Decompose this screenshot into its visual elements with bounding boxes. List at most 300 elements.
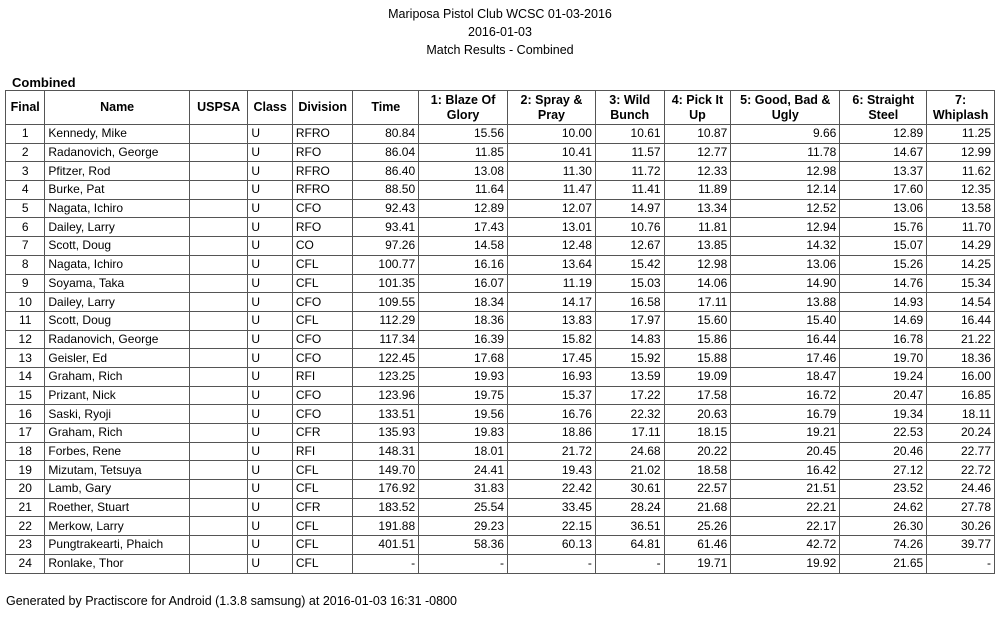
cell-final: 10: [6, 293, 45, 312]
cell-final: 16: [6, 405, 45, 424]
cell-s2: 15.82: [508, 330, 596, 349]
table-row: [6, 349, 995, 368]
cell-time: 133.51: [353, 405, 419, 424]
table-row: [6, 480, 995, 499]
cell-name: Ronlake, Thor: [45, 554, 189, 573]
report-date: 2016-01-03: [468, 25, 532, 39]
cell-s7: 24.46: [927, 480, 995, 499]
cell-s3: 13.59: [595, 367, 664, 386]
cell-s6: 23.52: [840, 480, 927, 499]
cell-s1: 19.75: [419, 386, 508, 405]
cell-uspsa: [189, 554, 248, 573]
cell-s7: 12.99: [927, 143, 995, 162]
cell-uspsa: [189, 349, 248, 368]
cell-name: Saski, Ryoji: [45, 405, 189, 424]
cell-s1: 29.23: [419, 517, 508, 536]
cell-uspsa: [189, 293, 248, 312]
cell-s3: 11.72: [595, 162, 664, 181]
cell-s2: 17.45: [508, 349, 596, 368]
cell-s2: 33.45: [508, 498, 596, 517]
cell-s6: 17.60: [840, 181, 927, 200]
col-division: Division: [292, 91, 353, 125]
cell-final: 22: [6, 517, 45, 536]
cell-name: Lamb, Gary: [45, 480, 189, 499]
cell-s1: 18.01: [419, 442, 508, 461]
cell-s5: 16.42: [731, 461, 840, 480]
cell-s7: 22.77: [927, 442, 995, 461]
cell-s7: 39.77: [927, 536, 995, 555]
cell-final: 7: [6, 237, 45, 256]
cell-s3: 17.97: [595, 311, 664, 330]
cell-s4: 20.63: [664, 405, 731, 424]
cell-s5: 11.78: [731, 143, 840, 162]
cell-s6: 14.93: [840, 293, 927, 312]
cell-s7: 16.44: [927, 311, 995, 330]
cell-s1: 58.36: [419, 536, 508, 555]
cell-s6: 26.30: [840, 517, 927, 536]
cell-s7: 30.26: [927, 517, 995, 536]
cell-time: -: [353, 554, 419, 573]
cell-s1: 11.85: [419, 143, 508, 162]
cell-s5: 13.06: [731, 255, 840, 274]
cell-s2: 12.48: [508, 237, 596, 256]
cell-division: CFO: [292, 293, 353, 312]
cell-s1: 17.68: [419, 349, 508, 368]
cell-final: 5: [6, 199, 45, 218]
cell-name: Forbes, Rene: [45, 442, 189, 461]
table-row: [6, 237, 995, 256]
cell-s5: 22.21: [731, 498, 840, 517]
col-name: Name: [45, 91, 189, 125]
cell-division: RFO: [292, 218, 353, 237]
cell-division: CFR: [292, 498, 353, 517]
table-row: [6, 125, 995, 144]
cell-uspsa: [189, 330, 248, 349]
cell-s5: 9.66: [731, 125, 840, 144]
cell-s3: 11.41: [595, 181, 664, 200]
cell-name: Nagata, Ichiro: [45, 255, 189, 274]
cell-class: U: [248, 237, 292, 256]
cell-s6: 15.76: [840, 218, 927, 237]
table-row: [6, 255, 995, 274]
cell-s2: 11.30: [508, 162, 596, 181]
cell-time: 101.35: [353, 274, 419, 293]
cell-final: 3: [6, 162, 45, 181]
cell-class: U: [248, 125, 292, 144]
cell-division: CO: [292, 237, 353, 256]
cell-s2: 13.01: [508, 218, 596, 237]
cell-division: RFO: [292, 143, 353, 162]
cell-time: 100.77: [353, 255, 419, 274]
cell-s7: 15.34: [927, 274, 995, 293]
cell-s4: 25.26: [664, 517, 731, 536]
cell-s4: 61.46: [664, 536, 731, 555]
cell-s7: 11.62: [927, 162, 995, 181]
cell-division: RFI: [292, 442, 353, 461]
cell-s5: 20.45: [731, 442, 840, 461]
cell-s7: 13.58: [927, 199, 995, 218]
cell-class: U: [248, 536, 292, 555]
cell-s7: 22.72: [927, 461, 995, 480]
cell-s7: 11.25: [927, 125, 995, 144]
cell-final: 6: [6, 218, 45, 237]
cell-s5: 21.51: [731, 480, 840, 499]
cell-s2: 18.86: [508, 424, 596, 443]
cell-s4: 12.33: [664, 162, 731, 181]
cell-s4: 22.57: [664, 480, 731, 499]
cell-name: Kennedy, Mike: [45, 125, 189, 144]
cell-s7: 14.25: [927, 255, 995, 274]
cell-class: U: [248, 162, 292, 181]
cell-name: Mizutam, Tetsuya: [45, 461, 189, 480]
cell-s1: 17.43: [419, 218, 508, 237]
cell-s6: 15.07: [840, 237, 927, 256]
table-row: [6, 405, 995, 424]
cell-s4: 11.89: [664, 181, 731, 200]
cell-s1: -: [419, 554, 508, 573]
cell-s1: 16.16: [419, 255, 508, 274]
cell-time: 176.92: [353, 480, 419, 499]
cell-time: 109.55: [353, 293, 419, 312]
cell-time: 86.04: [353, 143, 419, 162]
cell-s3: 10.61: [595, 125, 664, 144]
cell-s7: 14.29: [927, 237, 995, 256]
cell-s7: 20.24: [927, 424, 995, 443]
cell-s3: 10.76: [595, 218, 664, 237]
cell-s2: 12.07: [508, 199, 596, 218]
cell-uspsa: [189, 274, 248, 293]
cell-division: CFO: [292, 199, 353, 218]
cell-s3: 22.32: [595, 405, 664, 424]
cell-s6: 22.53: [840, 424, 927, 443]
cell-s6: 14.76: [840, 274, 927, 293]
table-row: [6, 461, 995, 480]
cell-name: Pfitzer, Rod: [45, 162, 189, 181]
cell-final: 14: [6, 367, 45, 386]
cell-uspsa: [189, 162, 248, 181]
cell-s4: 18.15: [664, 424, 731, 443]
cell-s5: 14.32: [731, 237, 840, 256]
cell-s7: 16.85: [927, 386, 995, 405]
cell-division: CFL: [292, 311, 353, 330]
col-stage-2: 2: Spray & Pray: [508, 91, 596, 125]
cell-s4: 21.68: [664, 498, 731, 517]
cell-final: 23: [6, 536, 45, 555]
cell-s3: 17.11: [595, 424, 664, 443]
cell-name: Merkow, Larry: [45, 517, 189, 536]
cell-s4: 15.88: [664, 349, 731, 368]
cell-s6: 15.26: [840, 255, 927, 274]
report-subtitle: Match Results - Combined: [426, 43, 574, 57]
cell-time: 80.84: [353, 125, 419, 144]
cell-s2: 13.83: [508, 311, 596, 330]
cell-s3: 21.02: [595, 461, 664, 480]
cell-s2: -: [508, 554, 596, 573]
cell-division: CFO: [292, 349, 353, 368]
cell-s1: 14.58: [419, 237, 508, 256]
cell-uspsa: [189, 386, 248, 405]
cell-s3: 28.24: [595, 498, 664, 517]
cell-s5: 12.94: [731, 218, 840, 237]
cell-class: U: [248, 330, 292, 349]
cell-uspsa: [189, 199, 248, 218]
col-stage-4: 4: Pick It Up: [664, 91, 731, 125]
cell-class: U: [248, 218, 292, 237]
cell-division: CFL: [292, 480, 353, 499]
cell-s5: 16.72: [731, 386, 840, 405]
cell-time: 148.31: [353, 442, 419, 461]
cell-s1: 11.64: [419, 181, 508, 200]
cell-s3: 11.57: [595, 143, 664, 162]
col-stage-6: 6: Straight Steel: [840, 91, 927, 125]
cell-division: RFRO: [292, 181, 353, 200]
cell-s5: 17.46: [731, 349, 840, 368]
cell-s7: 16.00: [927, 367, 995, 386]
cell-final: 21: [6, 498, 45, 517]
cell-time: 112.29: [353, 311, 419, 330]
cell-class: U: [248, 442, 292, 461]
cell-s4: 10.87: [664, 125, 731, 144]
section-title: Combined: [12, 75, 76, 90]
cell-class: U: [248, 461, 292, 480]
cell-uspsa: [189, 442, 248, 461]
cell-division: CFL: [292, 274, 353, 293]
table-row: [6, 199, 995, 218]
cell-class: U: [248, 274, 292, 293]
cell-division: CFO: [292, 405, 353, 424]
cell-time: 117.34: [353, 330, 419, 349]
cell-s6: 21.65: [840, 554, 927, 573]
cell-class: U: [248, 255, 292, 274]
cell-s1: 31.83: [419, 480, 508, 499]
cell-uspsa: [189, 143, 248, 162]
cell-s1: 15.56: [419, 125, 508, 144]
cell-s3: 17.22: [595, 386, 664, 405]
cell-s2: 60.13: [508, 536, 596, 555]
cell-uspsa: [189, 480, 248, 499]
table-row: [6, 274, 995, 293]
cell-final: 8: [6, 255, 45, 274]
cell-s3: 14.83: [595, 330, 664, 349]
cell-s4: 13.85: [664, 237, 731, 256]
cell-division: CFL: [292, 255, 353, 274]
cell-time: 401.51: [353, 536, 419, 555]
cell-uspsa: [189, 517, 248, 536]
cell-s2: 16.76: [508, 405, 596, 424]
cell-s2: 22.15: [508, 517, 596, 536]
cell-s6: 14.69: [840, 311, 927, 330]
cell-s3: 12.67: [595, 237, 664, 256]
cell-s5: 15.40: [731, 311, 840, 330]
cell-s3: 30.61: [595, 480, 664, 499]
cell-division: CFR: [292, 424, 353, 443]
cell-division: RFRO: [292, 162, 353, 181]
cell-name: Pungtrakearti, Phaich: [45, 536, 189, 555]
cell-s3: 16.58: [595, 293, 664, 312]
cell-s7: 27.78: [927, 498, 995, 517]
cell-time: 88.50: [353, 181, 419, 200]
cell-class: U: [248, 386, 292, 405]
cell-class: U: [248, 199, 292, 218]
cell-s4: 11.81: [664, 218, 731, 237]
cell-s1: 19.83: [419, 424, 508, 443]
col-time: Time: [353, 91, 419, 125]
cell-name: Scott, Doug: [45, 311, 189, 330]
cell-name: Burke, Pat: [45, 181, 189, 200]
cell-name: Radanovich, George: [45, 143, 189, 162]
cell-s5: 16.79: [731, 405, 840, 424]
cell-name: Soyama, Taka: [45, 274, 189, 293]
cell-s5: 22.17: [731, 517, 840, 536]
cell-final: 15: [6, 386, 45, 405]
table-row: [6, 181, 995, 200]
cell-s5: 42.72: [731, 536, 840, 555]
cell-division: CFL: [292, 461, 353, 480]
cell-time: 191.88: [353, 517, 419, 536]
cell-time: 183.52: [353, 498, 419, 517]
cell-uspsa: [189, 181, 248, 200]
cell-s1: 19.56: [419, 405, 508, 424]
cell-class: U: [248, 480, 292, 499]
cell-time: 92.43: [353, 199, 419, 218]
cell-s2: 19.43: [508, 461, 596, 480]
cell-final: 11: [6, 311, 45, 330]
cell-s6: 16.78: [840, 330, 927, 349]
cell-s3: -: [595, 554, 664, 573]
cell-name: Dailey, Larry: [45, 293, 189, 312]
table-row: [6, 330, 995, 349]
cell-s6: 24.62: [840, 498, 927, 517]
table-row: [6, 367, 995, 386]
cell-s6: 19.34: [840, 405, 927, 424]
cell-division: RFI: [292, 367, 353, 386]
cell-uspsa: [189, 367, 248, 386]
cell-s1: 16.07: [419, 274, 508, 293]
cell-s6: 27.12: [840, 461, 927, 480]
cell-s1: 24.41: [419, 461, 508, 480]
cell-s3: 15.92: [595, 349, 664, 368]
cell-s2: 16.93: [508, 367, 596, 386]
cell-division: CFO: [292, 386, 353, 405]
table-row: [6, 498, 995, 517]
cell-name: Roether, Stuart: [45, 498, 189, 517]
cell-class: U: [248, 293, 292, 312]
cell-s6: 19.24: [840, 367, 927, 386]
cell-s7: 12.35: [927, 181, 995, 200]
cell-s2: 11.19: [508, 274, 596, 293]
cell-name: Scott, Doug: [45, 237, 189, 256]
table-row: [6, 536, 995, 555]
cell-s2: 14.17: [508, 293, 596, 312]
cell-name: Prizant, Nick: [45, 386, 189, 405]
table-row: [6, 554, 995, 573]
cell-final: 12: [6, 330, 45, 349]
table-row: [6, 311, 995, 330]
cell-s2: 10.41: [508, 143, 596, 162]
cell-class: U: [248, 181, 292, 200]
table-row: [6, 386, 995, 405]
cell-final: 19: [6, 461, 45, 480]
cell-s2: 13.64: [508, 255, 596, 274]
cell-s3: 24.68: [595, 442, 664, 461]
col-class: Class: [248, 91, 292, 125]
cell-time: 93.41: [353, 218, 419, 237]
cell-time: 97.26: [353, 237, 419, 256]
cell-s5: 12.14: [731, 181, 840, 200]
table-row: [6, 293, 995, 312]
report-title: Mariposa Pistol Club WCSC 01-03-2016: [388, 7, 612, 21]
cell-s3: 64.81: [595, 536, 664, 555]
cell-division: CFL: [292, 554, 353, 573]
cell-s7: -: [927, 554, 995, 573]
cell-class: U: [248, 367, 292, 386]
cell-time: 123.96: [353, 386, 419, 405]
cell-s2: 21.72: [508, 442, 596, 461]
cell-s7: 14.54: [927, 293, 995, 312]
table-row: [6, 517, 995, 536]
col-uspsa: USPSA: [189, 91, 248, 125]
cell-s2: 15.37: [508, 386, 596, 405]
cell-uspsa: [189, 461, 248, 480]
cell-time: 149.70: [353, 461, 419, 480]
cell-name: Dailey, Larry: [45, 218, 189, 237]
cell-uspsa: [189, 424, 248, 443]
cell-s4: 12.98: [664, 255, 731, 274]
cell-division: CFL: [292, 517, 353, 536]
cell-uspsa: [189, 498, 248, 517]
cell-final: 4: [6, 181, 45, 200]
cell-final: 24: [6, 554, 45, 573]
cell-s5: 14.90: [731, 274, 840, 293]
cell-time: 86.40: [353, 162, 419, 181]
cell-s1: 13.08: [419, 162, 508, 181]
cell-division: RFRO: [292, 125, 353, 144]
cell-name: Radanovich, George: [45, 330, 189, 349]
cell-name: Graham, Rich: [45, 367, 189, 386]
cell-class: U: [248, 349, 292, 368]
cell-s4: 15.60: [664, 311, 731, 330]
cell-name: Geisler, Ed: [45, 349, 189, 368]
cell-s4: 12.77: [664, 143, 731, 162]
cell-s7: 18.36: [927, 349, 995, 368]
cell-division: CFL: [292, 536, 353, 555]
cell-class: U: [248, 517, 292, 536]
cell-s4: 18.58: [664, 461, 731, 480]
cell-uspsa: [189, 255, 248, 274]
cell-class: U: [248, 405, 292, 424]
cell-division: CFO: [292, 330, 353, 349]
cell-s7: 11.70: [927, 218, 995, 237]
cell-final: 18: [6, 442, 45, 461]
footer-note: Generated by Practiscore for Android (1.3.8 samsung) at 2016-01-03 16:31 -0800: [6, 594, 457, 608]
cell-final: 17: [6, 424, 45, 443]
cell-time: 123.25: [353, 367, 419, 386]
cell-s4: 17.11: [664, 293, 731, 312]
cell-s5: 19.92: [731, 554, 840, 573]
table-row: [6, 143, 995, 162]
table-header-row: [6, 91, 995, 125]
cell-s1: 19.93: [419, 367, 508, 386]
table-row: [6, 162, 995, 181]
table-row: [6, 218, 995, 237]
table-row: [6, 442, 995, 461]
cell-s1: 25.54: [419, 498, 508, 517]
cell-uspsa: [189, 218, 248, 237]
results-table: [5, 90, 995, 574]
cell-final: 9: [6, 274, 45, 293]
cell-s4: 17.58: [664, 386, 731, 405]
cell-s6: 20.47: [840, 386, 927, 405]
